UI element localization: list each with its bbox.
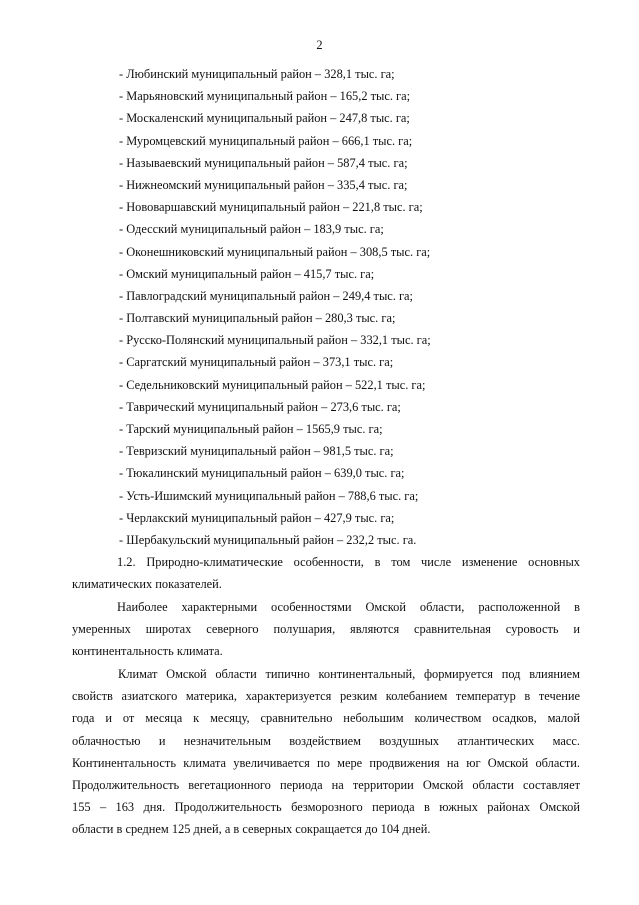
list-item: - Тарский муниципальный район – 1565,9 тыс. га; [119, 422, 383, 436]
list-item: - Черлакский муниципальный район – 427,9 тыс. га; [119, 510, 395, 525]
list-item: - Таврический муниципальный район – 273,6 тыс. га; [119, 399, 401, 414]
paragraph-line: континентальность климата. [72, 644, 223, 659]
list-item: - Марьяновский муниципальный район – 165,2 тыс. га; [119, 89, 411, 104]
paragraph-line: Климат Омской области типично континентальный, формируется под влиянием [118, 667, 580, 681]
district-list [119, 66, 431, 554]
page-number: 2 [316, 38, 323, 52]
list-item: - Усть-Ишимский муниципальный район – 788,6 тыс. га; [119, 488, 419, 503]
list-item: - Тевризский муниципальный район – 981,5 тыс. га; [119, 444, 394, 459]
list-item: - Оконешниковский муниципальный район – 308,5 тыс. га; [119, 244, 431, 259]
paragraph-line: 155 – 163 дня. Продолжительность безморозного периода в южных районах Омской [72, 800, 580, 815]
list-item: - Нововаршавский муниципальный район – 221,8 тыс. га; [119, 200, 423, 215]
paragraph-line: года и от месяца к месяцу, сравнительно небольшим количеством осадков, малой [72, 711, 580, 726]
list-item: - Полтавский муниципальный район – 280,3 тыс. га; [119, 311, 396, 326]
list-item: - Саргатский муниципальный район – 373,1 тыс. га; [119, 355, 394, 370]
list-item: - Шербакульский муниципальный район – 232,2 тыс. га. [119, 532, 417, 547]
paragraph-line: Наиболее характерными особенностями Омской области, расположенной в [117, 600, 580, 614]
list-item: - Любинский муниципальный район – 328,1 тыс. га; [119, 67, 395, 81]
paragraph-line: области в среднем 125 дней, а в северных сокращается до 104 дней. [72, 822, 431, 837]
list-item: - Называевский муниципальный район – 587,4 тыс. га; [119, 155, 408, 170]
section-heading-line: климатических показателей. [72, 577, 222, 592]
paragraph-line: Континентальность климата увеличивается по мере продвижения на юг Омской области. [72, 755, 580, 770]
list-item: - Русско-Полянский муниципальный район – 332,1 тыс. га; [119, 333, 431, 348]
list-item: - Омский муниципальный район – 415,7 тыс. га; [119, 266, 375, 281]
paragraph-climate [72, 666, 580, 844]
list-item: - Одесский муниципальный район – 183,9 тыс. га; [119, 222, 384, 237]
list-item: - Муромцевский муниципальный район – 666,1 тыс. га; [119, 133, 413, 148]
list-item: - Нижнеомский муниципальный район – 335,4 тыс. га; [119, 177, 408, 192]
list-item: - Седельниковский муниципальный район – 522,1 тыс. га; [119, 377, 426, 392]
paragraph-line: свойств азиатского материка, характеризуется резким колебанием температур в течение [72, 689, 580, 704]
paragraph-continental [72, 599, 580, 666]
paragraph-line: Продолжительность вегетационного периода на территории Омской области составляет [72, 777, 580, 792]
section-heading [72, 554, 580, 598]
list-item: - Москаленский муниципальный район – 247,8 тыс. га; [119, 111, 410, 126]
paragraph-line: облачностью и незначительным воздействием воздушных атлантических масс. [72, 733, 580, 748]
list-item: - Тюкалинский муниципальный район – 639,0 тыс. га; [119, 466, 405, 481]
list-item: - Павлоградский муниципальный район – 249,4 тыс. га; [119, 288, 413, 303]
section-heading-line: 1.2. Природно-климатические особенности, в том числе изменение основных [117, 555, 580, 569]
paragraph-line: умеренных широтах северного полушария, являются сравнительная суровость и [72, 622, 580, 637]
